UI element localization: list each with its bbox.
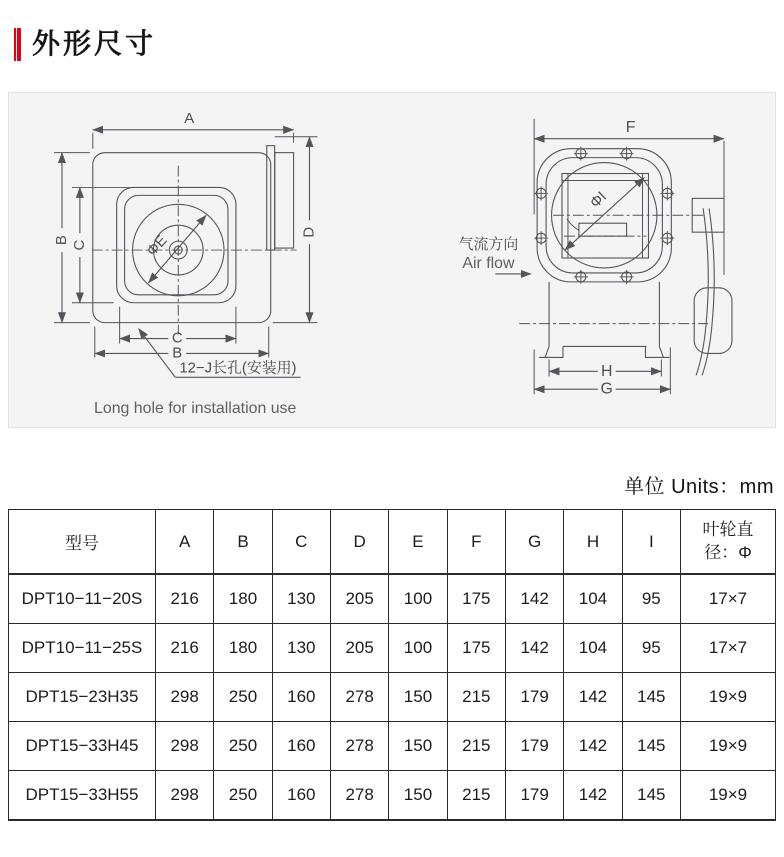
dimension-cell: 17×7 (681, 574, 776, 624)
dimension-cell: 19×9 (681, 673, 776, 722)
dimension-cell: 150 (389, 771, 447, 821)
dimension-cell: 100 (389, 624, 447, 673)
dimension-cell: 160 (272, 771, 330, 821)
dimension-cell: 298 (156, 722, 214, 771)
dim-label-c-bottom: C (171, 330, 183, 347)
col-header-g: G (505, 510, 563, 575)
dimension-cell: 179 (505, 673, 563, 722)
col-header-i: I (622, 510, 680, 575)
dimension-cell: 160 (272, 673, 330, 722)
col-header-e: E (389, 510, 447, 575)
col-header-h: H (564, 510, 622, 575)
dimension-cell: 17×7 (681, 624, 776, 673)
dim-label-phi-e: ΦE (144, 232, 171, 260)
dimension-cell: 205 (330, 624, 388, 673)
table-row (9, 673, 776, 722)
dimension-cell: 175 (447, 624, 505, 673)
dim-label-c-left: C (71, 239, 88, 251)
side-view-diagram (459, 119, 732, 398)
red-accent-bar (14, 28, 21, 61)
dimension-cell: 278 (330, 771, 388, 821)
section-header (14, 26, 784, 62)
dimension-cell: 205 (330, 574, 388, 624)
dimension-cell: 216 (156, 574, 214, 624)
dim-label-b-left: B (53, 235, 70, 246)
mount-hole-note-en: Long hole for installation use (94, 400, 297, 418)
model-cell: DPT10−11−20S (9, 574, 156, 624)
col-header-d: D (330, 510, 388, 575)
dimension-cell: 278 (330, 722, 388, 771)
dimension-cell: 179 (505, 722, 563, 771)
dimension-cell: 216 (156, 624, 214, 673)
dimensions-table (8, 509, 776, 821)
dimension-cell: 175 (447, 574, 505, 624)
page-title: 外形尺寸 (32, 28, 157, 59)
diagram-panel (8, 92, 776, 428)
mount-hole-note-cn: 12−J长孔(安装用) (179, 360, 297, 377)
model-cell: DPT15−23H35 (9, 673, 156, 722)
dimension-cell: 19×9 (681, 771, 776, 821)
model-cell: DPT15−33H45 (9, 722, 156, 771)
dimension-cell: 180 (214, 574, 272, 624)
dimension-diagrams (9, 93, 775, 427)
dimension-cell: 180 (214, 624, 272, 673)
dimension-cell: 145 (622, 771, 680, 821)
dimension-cell: 250 (214, 771, 272, 821)
col-header-c: C (272, 510, 330, 575)
dimension-cell: 150 (389, 722, 447, 771)
dimension-cell: 250 (214, 673, 272, 722)
units-note: 单位 Units：mm (624, 476, 774, 498)
dimension-cell: 95 (622, 624, 680, 673)
dimension-cell: 130 (272, 574, 330, 624)
model-cell: DPT15−33H55 (9, 771, 156, 821)
dimension-cell: 150 (389, 673, 447, 722)
col-header-impeller: 叶轮直径：Φ (681, 510, 776, 575)
table-row (9, 771, 776, 821)
airflow-label-en: Air flow (462, 254, 515, 272)
motor-body (694, 288, 732, 354)
table-row (9, 722, 776, 771)
dim-label-h: H (600, 362, 613, 380)
model-cell: DPT10−11−25S (9, 624, 156, 673)
dimension-cell: 142 (564, 673, 622, 722)
dim-label-f: F (625, 118, 636, 136)
dim-label-d: D (301, 226, 318, 238)
dimension-cell: 19×9 (681, 722, 776, 771)
dimension-cell: 104 (564, 574, 622, 624)
table-row (9, 574, 776, 624)
front-view-diagram (54, 111, 318, 417)
dimension-cell: 278 (330, 673, 388, 722)
dimension-cell: 104 (564, 624, 622, 673)
dimension-cell: 215 (447, 771, 505, 821)
table-head-row (9, 510, 776, 575)
dimension-cell: 298 (156, 673, 214, 722)
airflow-label-cn: 气流方向 (458, 237, 519, 254)
dimension-cell: 142 (564, 771, 622, 821)
table-body (9, 574, 776, 820)
dim-label-g: G (600, 380, 613, 398)
dimension-cell: 250 (214, 722, 272, 771)
dimension-cell: 95 (622, 574, 680, 624)
dimension-cell: 100 (389, 574, 447, 624)
dimension-cell: 145 (622, 722, 680, 771)
col-header-f: F (447, 510, 505, 575)
dim-label-a: A (184, 110, 195, 127)
dimension-cell: 179 (505, 771, 563, 821)
dimension-cell: 142 (505, 624, 563, 673)
dimension-cell: 142 (564, 722, 622, 771)
dimension-cell: 298 (156, 771, 214, 821)
dimension-cell: 215 (447, 722, 505, 771)
table-row (9, 624, 776, 673)
dimension-cell: 145 (622, 673, 680, 722)
col-header-model: 型号 (9, 510, 156, 575)
dim-label-phi-i: ΦI (587, 189, 611, 212)
col-header-b: B (214, 510, 272, 575)
dimension-cell: 142 (505, 574, 563, 624)
dimension-cell: 160 (272, 722, 330, 771)
dimension-cell: 215 (447, 673, 505, 722)
dimension-cell: 130 (272, 624, 330, 673)
dim-label-b-bottom: B (172, 345, 183, 362)
col-header-a: A (156, 510, 214, 575)
